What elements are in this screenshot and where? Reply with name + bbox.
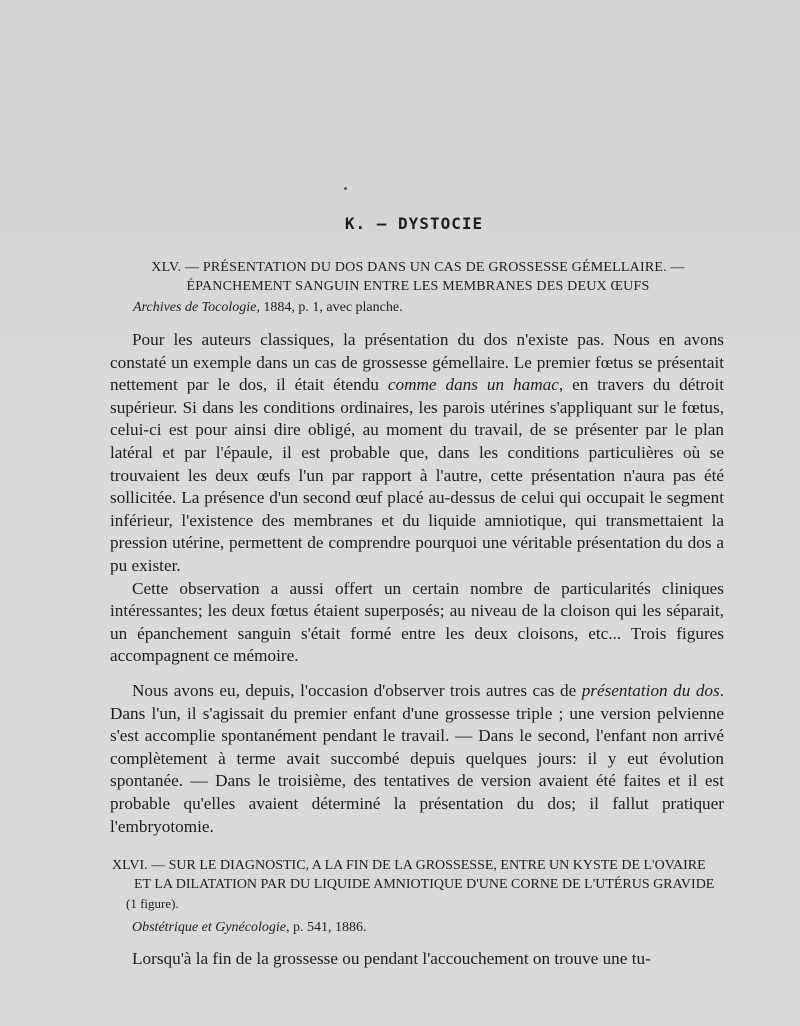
article-46-source xyxy=(132,920,366,936)
article-45-title-line1: XLV. — PRÉSENTATION DU DOS DANS UN CAS DE GROSSESSE GÉMELLAIRE. — xyxy=(151,260,685,275)
article-46-citation: , p. 541, 1886. xyxy=(285,920,367,935)
article-46-title-line1: XLVI. — SUR LE DIAGNOSTIC, A LA FIN DE LA GROSSESSE, ENTRE UN KYSTE DE L'OVAIRE xyxy=(112,858,706,873)
paragraph-text: Nous avons eu, depuis, l'occasion d'observer trois autres cas de xyxy=(132,681,582,700)
article-45-paragraph-2: Cette observation a aussi offert un certain nombre de particularités cliniques intéressantes; les deux fœtus étaient superposés; au niveau de la cloison qui les séparait, un épanchement sanguin s'était formé entre les deux cloisons, etc... Trois figures accompagnent ce mémoire. xyxy=(110,578,724,666)
article-45-paragraph-1 xyxy=(110,329,724,578)
paragraph-text: Pour les auteurs classiques, la présentation du dos n'existe pas. Nous en avons constaté un exemple dans un cas de grossesse gémellaire. Le premier fœtus se présentait nettement par le dos, il était étendu xyxy=(110,330,724,395)
article-45-title xyxy=(133,258,703,296)
article-46-figure-note: (1 figure). xyxy=(126,896,179,911)
article-45-body-continued xyxy=(110,680,724,838)
paragraph-emphasis: présentation du dos xyxy=(581,681,720,700)
print-speck xyxy=(344,187,347,190)
article-46-paragraph-1: Lorsqu'à la fin de la grossesse ou pendant l'accouchement on trouve une tu- xyxy=(132,949,651,968)
article-45-journal: Archives de Tocologie xyxy=(133,300,257,315)
article-45-body xyxy=(110,329,724,668)
article-45-source xyxy=(133,300,403,316)
article-46-body xyxy=(110,948,724,971)
section-heading: K. — DYSTOCIE xyxy=(344,214,484,233)
paragraph-text: . Dans l'un, il s'agissait du premier enfant d'une grossesse triple ; une version pelvienne s'est accomplie spontanément pendant le travail. — Dans le second, l'enfant non arrivé complètement à terme avait succombé depuis quelques jours: il y eut évolution spontanée. — Dans le troisième, des tentatives de version avaient été faites et il est probable qu'elles avaient déterminé la présentation du dos; il fallut pratiquer l'embryotomie. xyxy=(110,681,724,836)
article-46-title-line2: ET LA DILATATION PAR DU LIQUIDE AMNIOTIQUE D'UNE CORNE DE L'UTÉRUS GRAVIDE xyxy=(134,877,715,892)
article-45-paragraph-3 xyxy=(110,680,724,838)
paragraph-emphasis: comme dans un hamac xyxy=(387,375,559,395)
paragraph-text: , en travers du détroit supérieur. Si dans les conditions ordinaires, les parois utérines s'appliquant sur le fœtus, celui-ci est pour ainsi dire obligé, au moment du travail, de se présenter par le plan latéral et par l'épaule, il est probable que, dans les conditions particulières où se trouvaient les deux œufs l'un par rapport à l'autre, cette présentation n'aura pas été sollicitée. La présence d'un second œuf placé au-dessus de celui qui occupait le segment inférieur, l'existence des membranes et du liquide amniotique, qui transmettaient la pression utérine, permettent de comprendre pourquoi une véritable présentation du dos a pu exister. xyxy=(110,375,724,575)
article-45-citation: , 1884, p. 1, avec planche. xyxy=(256,300,403,315)
article-45-title-line2: ÉPANCHEMENT SANGUIN ENTRE LES MEMBRANES DES DEUX ŒUFS xyxy=(186,279,650,294)
article-46-title xyxy=(112,856,724,913)
article-46-journal: Obstétrique et Gynécologie xyxy=(132,920,286,935)
